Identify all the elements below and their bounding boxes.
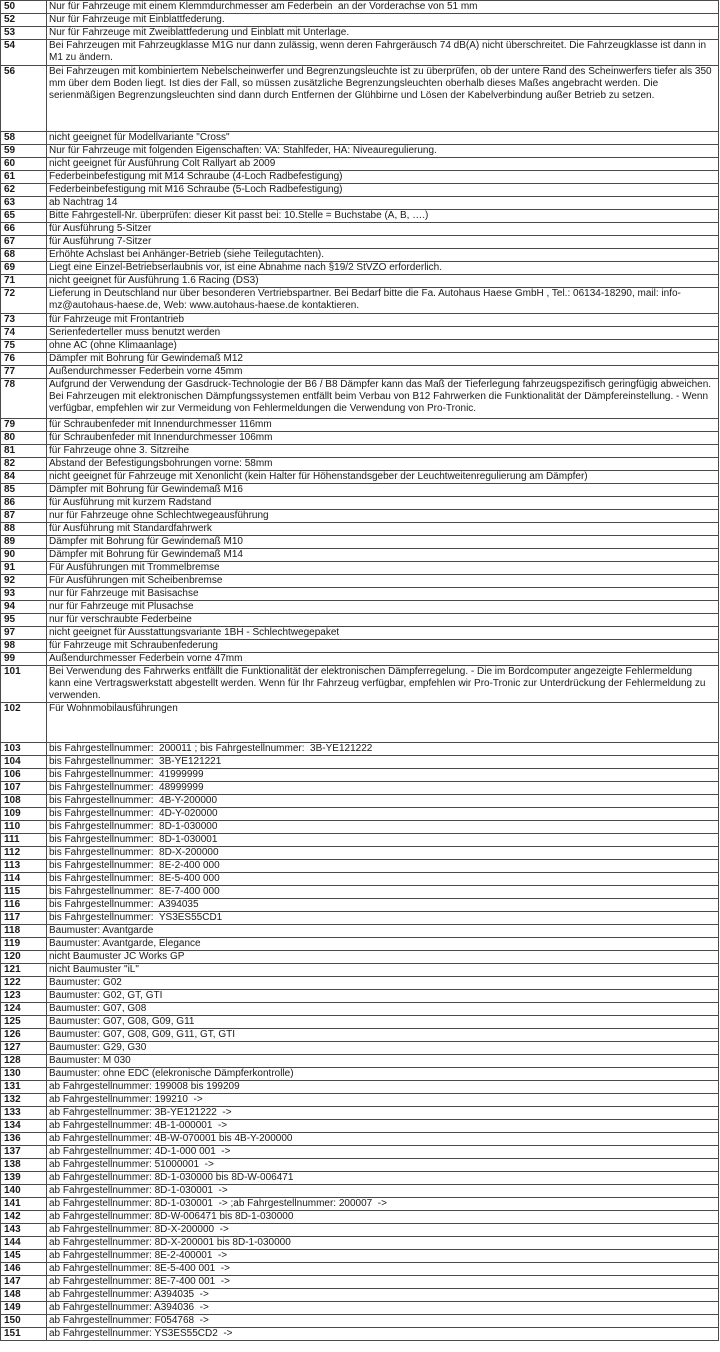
note-text: bis Fahrgestellnummer: YS3ES55CD1 <box>47 912 719 925</box>
note-text: bis Fahrgestellnummer: 8D-X-200000 <box>47 847 719 860</box>
table-row <box>1 275 719 288</box>
note-number: 147 <box>1 1276 47 1289</box>
note-number: 126 <box>1 1029 47 1042</box>
note-text: bis Fahrgestellnummer: 8E-5-400 000 <box>47 873 719 886</box>
table-row <box>1 249 719 262</box>
note-text: bis Fahrgestellnummer: 8D-1-030000 <box>47 821 719 834</box>
note-number: 139 <box>1 1172 47 1185</box>
note-text: ab Fahrgestellnummer: 8D-1-030001 -> <box>47 1185 719 1198</box>
note-text: Bei Verwendung des Fahrwerks entfällt die Funktionalität der elektronischen Dämpferregelung. - Die im Bordcomputer angezeigte Fehlermeldung kann eine Vertragswerkstatt abgestellt werden. Wenn für Ihr Fahrzeug verfügbar, empfehlen wir Pro-Tronic zur Unterdrückung der Fehlermeldung zu verwenden. <box>47 666 719 703</box>
note-text: bis Fahrgestellnummer: 8E-7-400 000 <box>47 886 719 899</box>
note-number: 76 <box>1 353 47 366</box>
table-row <box>1 1276 719 1289</box>
note-number: 110 <box>1 821 47 834</box>
note-number: 97 <box>1 627 47 640</box>
table-row <box>1 601 719 614</box>
note-number: 106 <box>1 769 47 782</box>
note-text: Nur für Fahrzeuge mit Einblattfederung. <box>47 14 719 27</box>
note-text: bis Fahrgestellnummer: 4B-Y-200000 <box>47 795 719 808</box>
note-text: ab Fahrgestellnummer: 4B-W-070001 bis 4B-Y-200000 <box>47 1133 719 1146</box>
table-row <box>1 471 719 484</box>
note-text: Federbeinbefestigung mit M14 Schraube (4-Loch Radbefestigung) <box>47 171 719 184</box>
note-number: 95 <box>1 614 47 627</box>
table-row <box>1 27 719 40</box>
table-row <box>1 158 719 171</box>
note-text: ab Fahrgestellnummer: 8D-1-030001 -> ;ab Fahrgestellnummer: 200007 -> <box>47 1198 719 1211</box>
table-row <box>1 14 719 27</box>
note-number: 53 <box>1 27 47 40</box>
note-number: 88 <box>1 523 47 536</box>
table-row <box>1 184 719 197</box>
table-row <box>1 171 719 184</box>
note-number: 58 <box>1 132 47 145</box>
table-row <box>1 977 719 990</box>
note-number: 98 <box>1 640 47 653</box>
note-number: 80 <box>1 432 47 445</box>
note-text: nicht Baumuster "iL" <box>47 964 719 977</box>
note-number: 82 <box>1 458 47 471</box>
table-row <box>1 1 719 14</box>
note-number: 108 <box>1 795 47 808</box>
table-row <box>1 327 719 340</box>
note-number: 94 <box>1 601 47 614</box>
table-row <box>1 588 719 601</box>
note-number: 99 <box>1 653 47 666</box>
note-number: 137 <box>1 1146 47 1159</box>
note-text: Bitte Fahrgestell-Nr. überprüfen: dieser Kit passt bei: 10.Stelle = Buchstabe (A, B, ….) <box>47 210 719 223</box>
note-number: 122 <box>1 977 47 990</box>
table-row <box>1 1120 719 1133</box>
note-text: Serienfederteller muss benutzt werden <box>47 327 719 340</box>
table-row <box>1 497 719 510</box>
note-text: ab Fahrgestellnummer: 3B-YE121222 -> <box>47 1107 719 1120</box>
table-row <box>1 1224 719 1237</box>
table-row <box>1 262 719 275</box>
note-number: 146 <box>1 1263 47 1276</box>
table-row <box>1 432 719 445</box>
note-text: bis Fahrgestellnummer: 200011 ; bis Fahrgestellnummer: 3B-YE121222 <box>47 743 719 756</box>
note-number: 92 <box>1 575 47 588</box>
table-row <box>1 964 719 977</box>
note-number: 134 <box>1 1120 47 1133</box>
note-number: 113 <box>1 860 47 873</box>
note-text: Baumuster: G29, G30 <box>47 1042 719 1055</box>
note-number: 78 <box>1 379 47 419</box>
note-text: ab Fahrgestellnummer: 4D-1-000 001 -> <box>47 1146 719 1159</box>
note-text: ab Fahrgestellnummer: 8E-2-400001 -> <box>47 1250 719 1263</box>
table-row <box>1 223 719 236</box>
table-row <box>1 1250 719 1263</box>
note-number: 85 <box>1 484 47 497</box>
note-text: bis Fahrgestellnummer: A394035 <box>47 899 719 912</box>
note-text: Baumuster: Avantgarde <box>47 925 719 938</box>
note-number: 141 <box>1 1198 47 1211</box>
note-number: 118 <box>1 925 47 938</box>
note-number: 120 <box>1 951 47 964</box>
table-row <box>1 340 719 353</box>
table-row <box>1 575 719 588</box>
note-text: Baumuster: M 030 <box>47 1055 719 1068</box>
note-number: 140 <box>1 1185 47 1198</box>
note-number: 73 <box>1 314 47 327</box>
note-number: 104 <box>1 756 47 769</box>
table-row <box>1 769 719 782</box>
table-row <box>1 860 719 873</box>
table-row <box>1 821 719 834</box>
table-row <box>1 510 719 523</box>
note-number: 65 <box>1 210 47 223</box>
table-row <box>1 523 719 536</box>
note-number: 102 <box>1 703 47 743</box>
note-text: für Fahrzeuge mit Schraubenfederung <box>47 640 719 653</box>
note-text: ab Fahrgestellnummer: 8E-5-400 001 -> <box>47 1263 719 1276</box>
note-text: ab Fahrgestellnummer: 199210 -> <box>47 1094 719 1107</box>
table-row <box>1 1211 719 1224</box>
table-row <box>1 873 719 886</box>
note-text: bis Fahrgestellnummer: 8E-2-400 000 <box>47 860 719 873</box>
note-text: ab Fahrgestellnummer: 8D-1-030000 bis 8D-W-006471 <box>47 1172 719 1185</box>
note-text: bis Fahrgestellnummer: 8D-1-030001 <box>47 834 719 847</box>
note-number: 123 <box>1 990 47 1003</box>
note-text: ab Fahrgestellnummer: YS3ES55CD2 -> <box>47 1328 719 1341</box>
table-row <box>1 1107 719 1120</box>
note-text: Dämpfer mit Bohrung für Gewindemaß M16 <box>47 484 719 497</box>
note-text: ohne AC (ohne Klimaanlage) <box>47 340 719 353</box>
note-number: 116 <box>1 899 47 912</box>
note-text: bis Fahrgestellnummer: 4D-Y-020000 <box>47 808 719 821</box>
note-text: nur für Fahrzeuge ohne Schlechtwegeausführung <box>47 510 719 523</box>
note-number: 119 <box>1 938 47 951</box>
note-text: Baumuster: G02, GT, GTI <box>47 990 719 1003</box>
note-text: nur für verschraubte Federbeine <box>47 614 719 627</box>
note-text: nicht geeignet für Fahrzeuge mit Xenonlicht (kein Halter für Höhenstandsgeber der Leuchtweitenregulierung am Dämpfer) <box>47 471 719 484</box>
note-number: 62 <box>1 184 47 197</box>
note-text: Abstand der Befestigungsbohrungen vorne: 58mm <box>47 458 719 471</box>
note-number: 87 <box>1 510 47 523</box>
note-text: Baumuster: G07, G08, G09, G11 <box>47 1016 719 1029</box>
note-number: 84 <box>1 471 47 484</box>
note-number: 103 <box>1 743 47 756</box>
note-number: 74 <box>1 327 47 340</box>
note-text: ab Fahrgestellnummer: 8D-W-006471 bis 8D-1-030000 <box>47 1211 719 1224</box>
table-row <box>1 1185 719 1198</box>
note-number: 107 <box>1 782 47 795</box>
table-row <box>1 666 719 703</box>
note-text: bis Fahrgestellnummer: 48999999 <box>47 782 719 795</box>
note-number: 90 <box>1 549 47 562</box>
table-row <box>1 1172 719 1185</box>
table-row <box>1 66 719 132</box>
note-number: 115 <box>1 886 47 899</box>
table-row <box>1 614 719 627</box>
note-text: Für Ausführungen mit Trommelbremse <box>47 562 719 575</box>
note-text: Liegt eine Einzel-Betriebserlaubnis vor, ist eine Abnahme nach §19/2 StVZO erforderlich. <box>47 262 719 275</box>
note-text: für Fahrzeuge ohne 3. Sitzreihe <box>47 445 719 458</box>
note-text: Für Ausführungen mit Scheibenbremse <box>47 575 719 588</box>
table-row <box>1 288 719 314</box>
note-number: 66 <box>1 223 47 236</box>
table-row <box>1 938 719 951</box>
note-number: 86 <box>1 497 47 510</box>
table-row <box>1 1198 719 1211</box>
note-text: Aufgrund der Verwendung der Gasdruck-Technologie der B6 / B8 Dämpfer kann das Maß der Tieferlegung fahrzeugspezifisch geringfügig abweichen. Bei Fahrzeugen mit elektronischen Dämpfungssystemen entfällt beim Verbau von B12 Fahrwerken die Funktionalität der Dämpfereinstellung. - Wenn verfügbar, empfehlen wir zur Vermeidung von Fehlermeldungen die Verwendung von Pro-Tronic. <box>47 379 719 419</box>
note-text: ab Fahrgestellnummer: 8D-X-200000 -> <box>47 1224 719 1237</box>
note-text: Nur für Fahrzeuge mit folgenden Eigenschaften: VA: Stahlfeder, HA: Niveauregulierung. <box>47 145 719 158</box>
note-text: ab Fahrgestellnummer: 8E-7-400 001 -> <box>47 1276 719 1289</box>
note-text: bis Fahrgestellnummer: 3B-YE121221 <box>47 756 719 769</box>
note-number: 149 <box>1 1302 47 1315</box>
note-text: nicht Baumuster JC Works GP <box>47 951 719 964</box>
table-row <box>1 1029 719 1042</box>
note-text: für Schraubenfeder mit Innendurchmesser 116mm <box>47 419 719 432</box>
note-text: für Ausführung 5-Sitzer <box>47 223 719 236</box>
note-number: 114 <box>1 873 47 886</box>
note-number: 132 <box>1 1094 47 1107</box>
table-row <box>1 145 719 158</box>
table-row <box>1 353 719 366</box>
note-number: 72 <box>1 288 47 314</box>
note-number: 79 <box>1 419 47 432</box>
table-row <box>1 1133 719 1146</box>
table-row <box>1 1068 719 1081</box>
note-text: ab Fahrgestellnummer: 199008 bis 199209 <box>47 1081 719 1094</box>
table-row <box>1 536 719 549</box>
note-text: Erhöhte Achslast bei Anhänger-Betrieb (siehe Teilegutachten). <box>47 249 719 262</box>
note-number: 56 <box>1 66 47 132</box>
note-number: 151 <box>1 1328 47 1341</box>
table-row <box>1 653 719 666</box>
note-number: 93 <box>1 588 47 601</box>
table-row <box>1 419 719 432</box>
note-text: Baumuster: G07, G08, G09, G11, GT, GTI <box>47 1029 719 1042</box>
note-number: 81 <box>1 445 47 458</box>
table-row <box>1 1094 719 1107</box>
table-row <box>1 379 719 419</box>
note-number: 150 <box>1 1315 47 1328</box>
note-text: Baumuster: G07, G08 <box>47 1003 719 1016</box>
note-number: 111 <box>1 834 47 847</box>
note-text: Baumuster: ohne EDC (elekronische Dämpferkontrolle) <box>47 1068 719 1081</box>
table-row <box>1 990 719 1003</box>
table-row <box>1 808 719 821</box>
table-row <box>1 1042 719 1055</box>
note-number: 124 <box>1 1003 47 1016</box>
table-row <box>1 782 719 795</box>
table-row <box>1 1263 719 1276</box>
note-number: 133 <box>1 1107 47 1120</box>
note-number: 71 <box>1 275 47 288</box>
note-number: 60 <box>1 158 47 171</box>
table-row <box>1 951 719 964</box>
note-number: 63 <box>1 197 47 210</box>
note-number: 75 <box>1 340 47 353</box>
table-row <box>1 1016 719 1029</box>
table-row <box>1 484 719 497</box>
table-row <box>1 886 719 899</box>
table-row <box>1 703 719 743</box>
note-number: 127 <box>1 1042 47 1055</box>
note-text: Federbeinbefestigung mit M16 Schraube (5-Loch Radbefestigung) <box>47 184 719 197</box>
note-text: Für Wohnmobilausführungen <box>47 703 719 743</box>
note-text: Dämpfer mit Bohrung für Gewindemaß M14 <box>47 549 719 562</box>
note-number: 136 <box>1 1133 47 1146</box>
table-row <box>1 795 719 808</box>
note-text: ab Fahrgestellnummer: A394035 -> <box>47 1289 719 1302</box>
table-row <box>1 1159 719 1172</box>
note-text: Außendurchmesser Federbein vorne 45mm <box>47 366 719 379</box>
notes-table-body <box>1 1 719 1341</box>
table-row <box>1 1237 719 1250</box>
note-text: nur für Fahrzeuge mit Plusachse <box>47 601 719 614</box>
table-row <box>1 210 719 223</box>
note-number: 52 <box>1 14 47 27</box>
note-text: ab Fahrgestellnummer: 51000001 -> <box>47 1159 719 1172</box>
note-number: 89 <box>1 536 47 549</box>
table-row <box>1 562 719 575</box>
table-row <box>1 458 719 471</box>
table-row <box>1 132 719 145</box>
note-text: Baumuster: G02 <box>47 977 719 990</box>
note-text: Dämpfer mit Bohrung für Gewindemaß M12 <box>47 353 719 366</box>
note-text: nur für Fahrzeuge mit Basisachse <box>47 588 719 601</box>
table-row <box>1 197 719 210</box>
note-text: Bei Fahrzeugen mit Fahrzeugklasse M1G nur dann zulässig, wenn deren Fahrgeräusch 74 dB(A) nicht überschreitet. Die Fahrzeugklasse ist dann in M1 zu ändern. <box>47 40 719 66</box>
note-text: für Fahrzeuge mit Frontantrieb <box>47 314 719 327</box>
note-number: 128 <box>1 1055 47 1068</box>
note-text: Dämpfer mit Bohrung für Gewindemaß M10 <box>47 536 719 549</box>
note-number: 61 <box>1 171 47 184</box>
table-row <box>1 366 719 379</box>
note-number: 144 <box>1 1237 47 1250</box>
table-row <box>1 912 719 925</box>
note-number: 101 <box>1 666 47 703</box>
note-text: für Ausführung mit Standardfahrwerk <box>47 523 719 536</box>
note-text: für Schraubenfeder mit Innendurchmesser 106mm <box>47 432 719 445</box>
table-row <box>1 756 719 769</box>
table-row <box>1 847 719 860</box>
note-text: für Ausführung mit kurzem Radstand <box>47 497 719 510</box>
note-text: nicht geeignet für Ausstattungsvariante 1BH - Schlechtwegepaket <box>47 627 719 640</box>
note-text: ab Fahrgestellnummer: 8D-X-200001 bis 8D-1-030000 <box>47 1237 719 1250</box>
note-number: 130 <box>1 1068 47 1081</box>
note-text: nicht geeignet für Ausführung Colt Rallyart ab 2009 <box>47 158 719 171</box>
table-row <box>1 1328 719 1341</box>
table-row <box>1 627 719 640</box>
note-text: ab Fahrgestellnummer: F054768 -> <box>47 1315 719 1328</box>
note-number: 125 <box>1 1016 47 1029</box>
note-text: nicht geeignet für Modellvariante "Cross" <box>47 132 719 145</box>
note-number: 77 <box>1 366 47 379</box>
note-number: 54 <box>1 40 47 66</box>
note-number: 68 <box>1 249 47 262</box>
table-row <box>1 899 719 912</box>
note-number: 148 <box>1 1289 47 1302</box>
table-row <box>1 1146 719 1159</box>
note-number: 142 <box>1 1211 47 1224</box>
table-row <box>1 743 719 756</box>
note-number: 121 <box>1 964 47 977</box>
table-row <box>1 640 719 653</box>
table-row <box>1 40 719 66</box>
table-row <box>1 1081 719 1094</box>
note-text: Bei Fahrzeugen mit kombiniertem Nebelscheinwerfer und Begrenzungsleuchte ist zu überprüfen, ob der untere Rand des Scheinwerfers tiefer als 350 mm über dem Boden liegt. Ist dies der Fall, so müssen zusätzliche Begrenzungsleuchten oberhalb dieses Maßes angebracht werden. Die serienmäßigen Begrenzungsleuchten sind dann durch Entfernen der Glühbirne und Lösen der Kabelverbindung außer Betrieb zu setzen. <box>47 66 719 132</box>
table-row <box>1 1315 719 1328</box>
note-text: nicht geeignet für Ausführung 1.6 Racing (DS3) <box>47 275 719 288</box>
note-number: 143 <box>1 1224 47 1237</box>
table-row <box>1 314 719 327</box>
table-row <box>1 834 719 847</box>
table-row <box>1 445 719 458</box>
note-number: 138 <box>1 1159 47 1172</box>
note-number: 69 <box>1 262 47 275</box>
note-text: Nur für Fahrzeuge mit Zweiblattfederung und Einblatt mit Unterlage. <box>47 27 719 40</box>
note-number: 59 <box>1 145 47 158</box>
table-row <box>1 549 719 562</box>
note-number: 145 <box>1 1250 47 1263</box>
table-row <box>1 925 719 938</box>
note-text: bis Fahrgestellnummer: 41999999 <box>47 769 719 782</box>
note-number: 109 <box>1 808 47 821</box>
note-text: Außendurchmesser Federbein vorne 47mm <box>47 653 719 666</box>
note-number: 91 <box>1 562 47 575</box>
note-text: ab Fahrgestellnummer: 4B-1-000001 -> <box>47 1120 719 1133</box>
note-text: Baumuster: Avantgarde, Elegance <box>47 938 719 951</box>
table-row <box>1 1289 719 1302</box>
note-text: ab Nachtrag 14 <box>47 197 719 210</box>
note-text: Nur für Fahrzeuge mit einem Klemmdurchmesser am Federbein an der Vorderachse von 51 mm <box>47 1 719 14</box>
note-text: Lieferung in Deutschland nur über besonderen Vertriebspartner. Bei Bedarf bitte die Fa. Autohaus Haese GmbH , Tel.: 06134-18290, mail: info-mz@autohaus-haese.de, Web: www.autohaus-haese.de kontaktieren. <box>47 288 719 314</box>
note-number: 117 <box>1 912 47 925</box>
note-number: 131 <box>1 1081 47 1094</box>
table-row <box>1 236 719 249</box>
note-number: 112 <box>1 847 47 860</box>
note-text: für Ausführung 7-Sitzer <box>47 236 719 249</box>
note-number: 67 <box>1 236 47 249</box>
table-row <box>1 1055 719 1068</box>
table-row <box>1 1003 719 1016</box>
table-row <box>1 1302 719 1315</box>
note-text: ab Fahrgestellnummer: A394036 -> <box>47 1302 719 1315</box>
note-number: 50 <box>1 1 47 14</box>
